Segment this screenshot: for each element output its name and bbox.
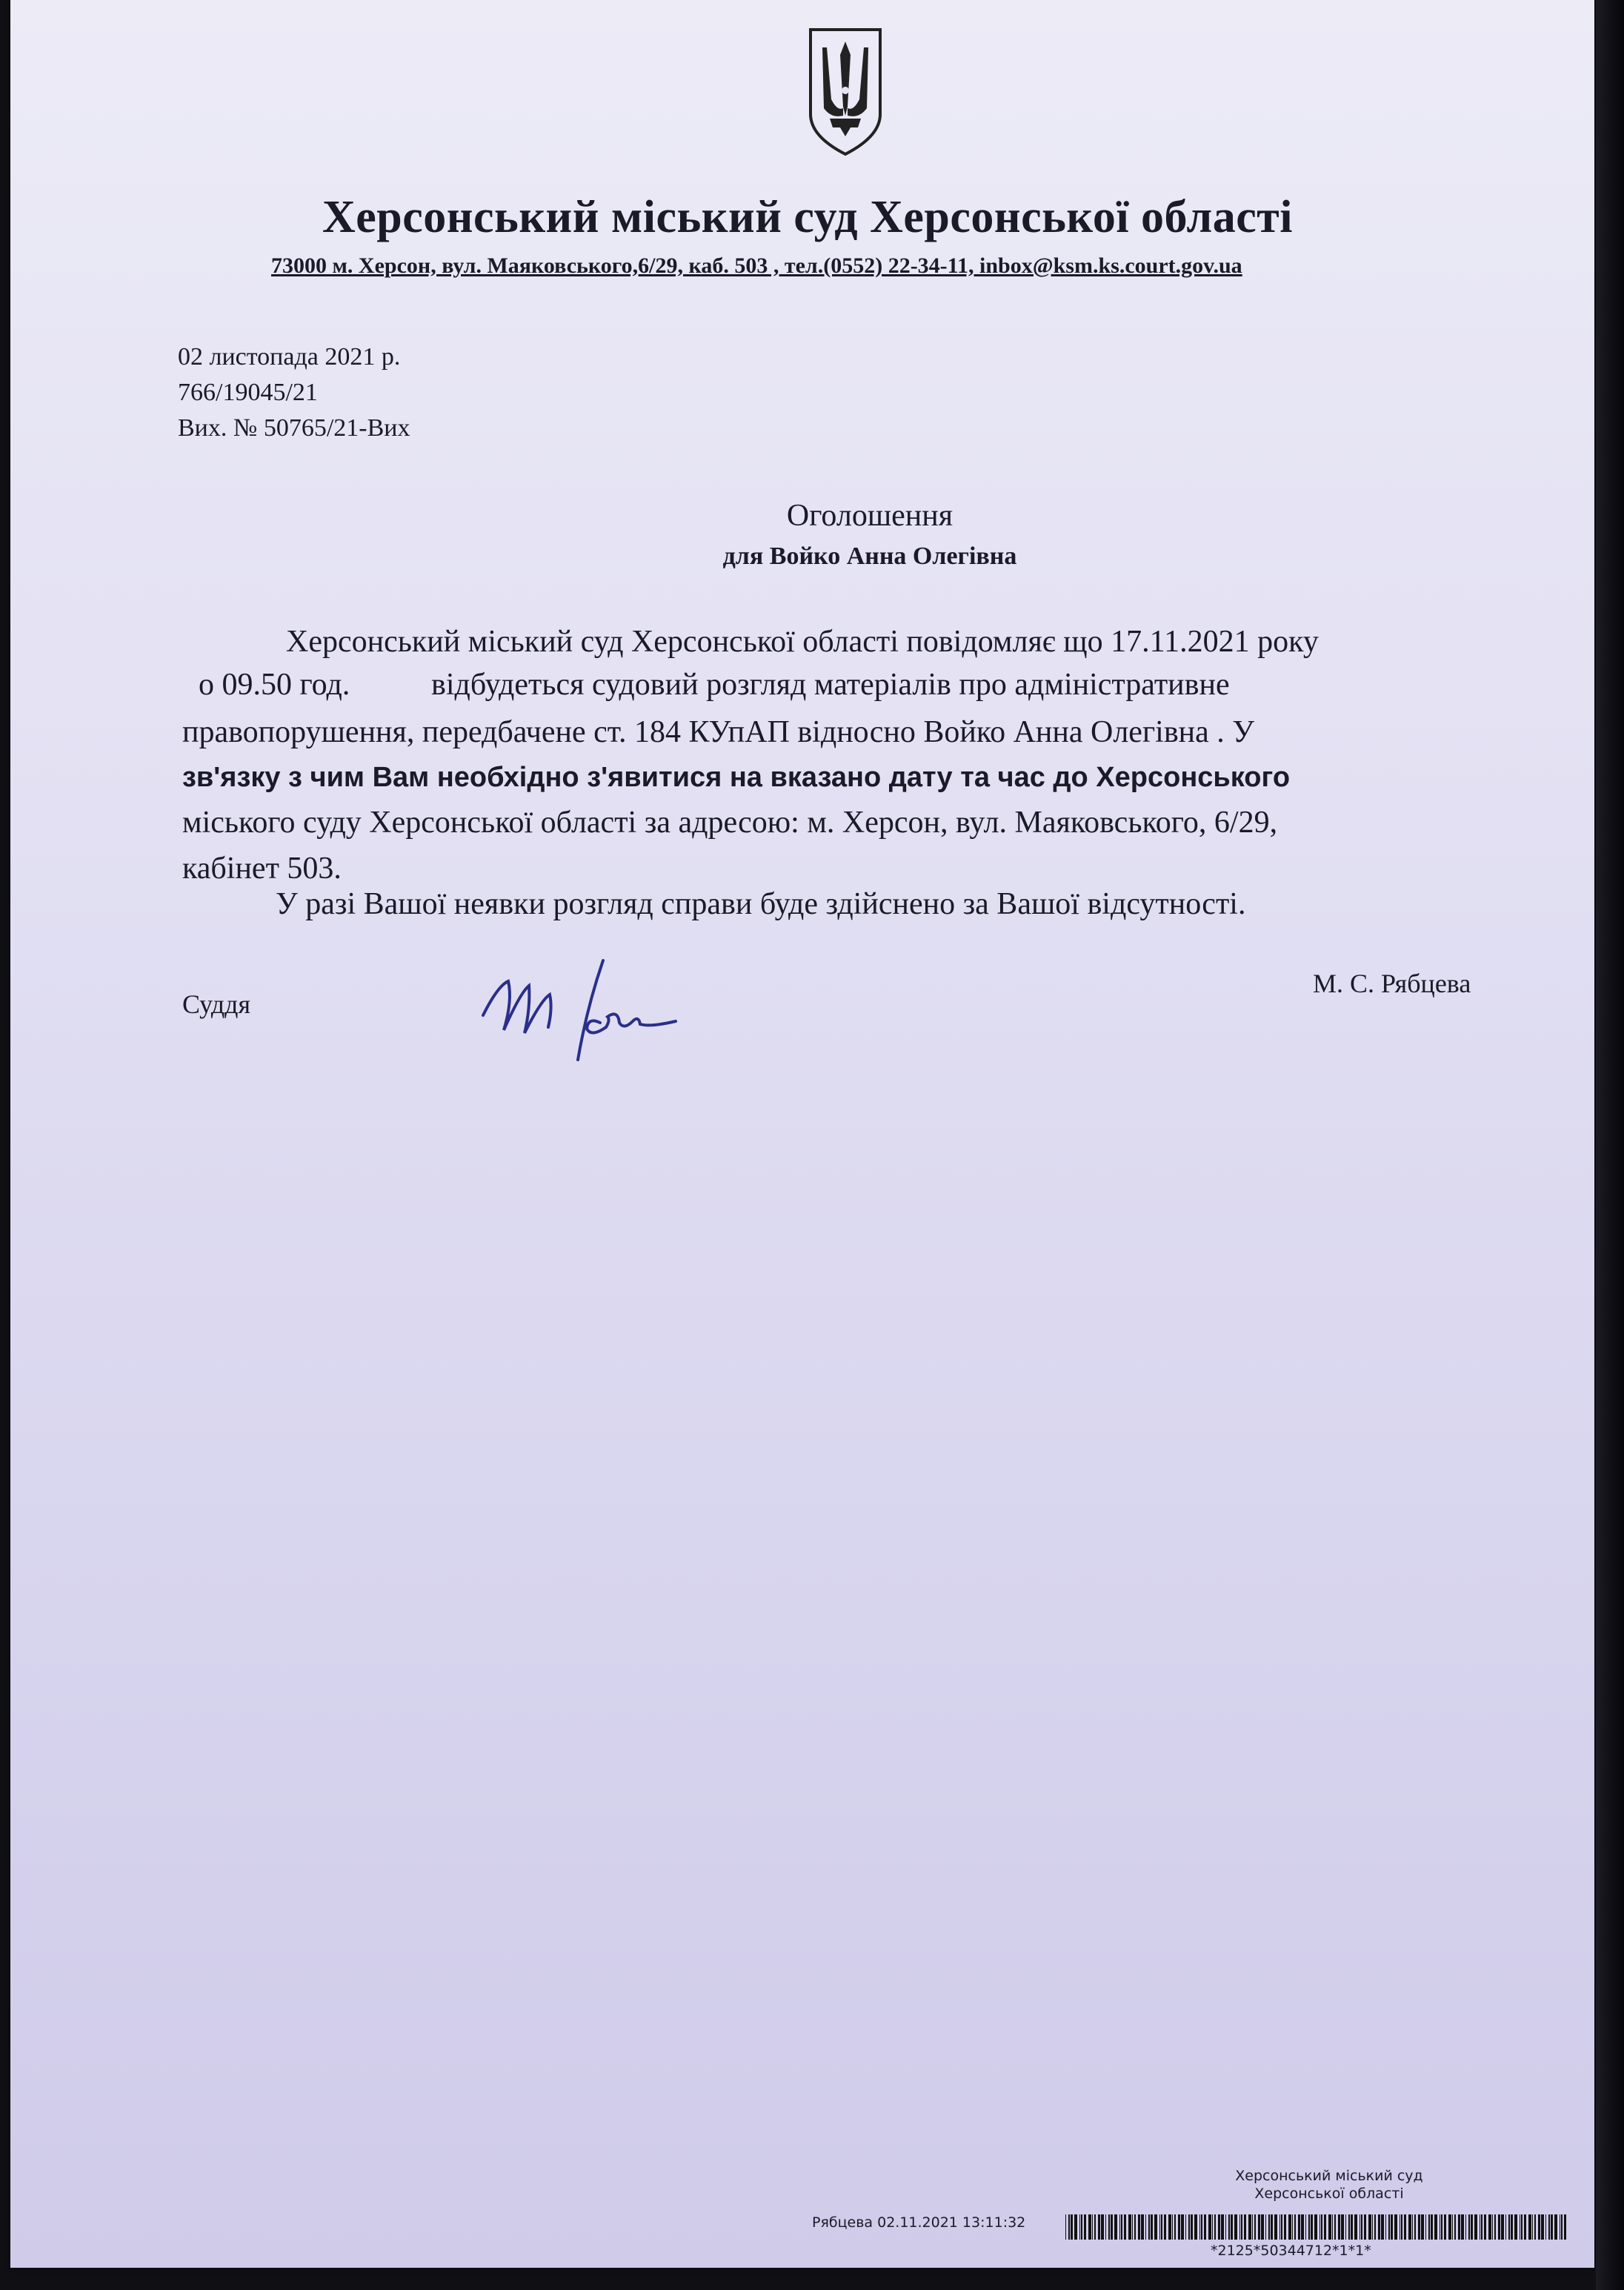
barcode-bar [1404,2214,1406,2240]
barcode-bar [1114,2214,1117,2240]
barcode-bar [1172,2214,1173,2240]
barcode-bar [1454,2214,1456,2240]
barcode-bar [1431,2214,1433,2240]
barcode-bar [1092,2214,1093,2240]
barcode-bar [1258,2214,1260,2240]
barcode-bar [1334,2214,1336,2240]
barcode-bar [1498,2214,1500,2240]
barcode-bar [1274,2214,1277,2240]
barcode-bar [1164,2214,1166,2240]
hearing-time: о 09.50 год. [199,668,350,702]
barcode-icon [1065,2214,1569,2240]
barcode-bar [1151,2214,1153,2240]
barcode-bar [1214,2214,1216,2240]
barcode-bar [1351,2214,1353,2240]
barcode-bar [1468,2214,1470,2240]
barcode-bar [1361,2214,1362,2240]
barcode-bar [1191,2214,1193,2240]
barcode-bar [1231,2214,1233,2240]
barcode-bar [1199,2214,1200,2240]
barcode-bar [1401,2214,1402,2240]
barcode-bar [1368,2214,1371,2240]
barcode-bar [1341,2214,1344,2240]
body-line-5: міського суду Херсонської області за адресою: м. Херсон, вул. Маяковського, 6/29, [182,806,1278,840]
barcode-bar [1372,2214,1373,2240]
barcode-bar [1138,2214,1140,2240]
case-number: 766/19045/21 [178,379,318,406]
barcode-bar [1101,2214,1104,2240]
barcode-bar [1298,2214,1300,2240]
barcode-bar [1534,2214,1536,2240]
signer-name: М. С. Рябцева [1313,969,1471,998]
barcode-bar [1458,2214,1460,2240]
barcode-bar [1434,2214,1437,2240]
barcode-bar [1292,2214,1293,2240]
barcode-bar [1381,2214,1384,2240]
barcode-bar [1221,2214,1224,2240]
barcode-bar [1538,2214,1540,2240]
document-date: 02 листопада 2021 р. [178,343,401,371]
barcode-bar [1548,2214,1550,2240]
barcode-bar [1551,2214,1553,2240]
barcode-bar [1524,2214,1526,2240]
barcode-bar [1412,2214,1413,2240]
barcode-bar [1494,2214,1496,2240]
barcode-bar [1311,2214,1313,2240]
barcode-bar [1134,2214,1136,2240]
trident-emblem-icon [805,25,886,159]
barcode-bar [1521,2214,1522,2240]
barcode-bar [1338,2214,1340,2240]
barcode-bar [1188,2214,1190,2240]
body-line-1: Херсонський міський суд Херсонської області повідомляє що 17.11.2021 року [286,625,1319,659]
barcode-bar [1501,2214,1504,2240]
barcode-bar [1511,2214,1513,2240]
barcode-bar [1068,2214,1070,2240]
stamp-line-1: Херсонський міський суд [1235,2168,1423,2184]
barcode-bar [1268,2214,1270,2240]
barcode-bar [1252,2214,1253,2240]
handwritten-signature-icon [476,956,690,1067]
barcode-bar [1374,2214,1376,2240]
barcode-bar [1428,2214,1430,2240]
barcode-bar [1528,2214,1531,2240]
barcode-bar [1141,2214,1144,2240]
barcode-bar [1159,2214,1160,2240]
barcode-bar [1391,2214,1393,2240]
barcode-bar [1425,2214,1426,2240]
body-line-4: зв'язку з чим Вам необхідно з'явитися на вказано дату та час до Херсонського [182,762,1291,793]
court-stamp [1174,2167,1485,2203]
barcode-bar [1418,2214,1420,2240]
announcement-title: Оголошення [786,499,954,533]
barcode-bar [1212,2214,1213,2240]
barcode-bar [1088,2214,1091,2240]
barcode-bar [1265,2214,1266,2240]
body-line-6: кабінет 503. [182,852,342,886]
barcode-bar [1541,2214,1544,2240]
barcode-bar [1081,2214,1082,2240]
barcode-bar [1545,2214,1546,2240]
barcode-bar [1148,2214,1150,2240]
barcode-bar [1364,2214,1366,2240]
barcode-bar [1444,2214,1446,2240]
barcode-bar [1244,2214,1246,2240]
barcode-bar [1488,2214,1491,2240]
barcode-bar [1332,2214,1333,2240]
barcode-bar [1301,2214,1304,2240]
barcode-bar [1228,2214,1230,2240]
stamp-line-2: Херсонської області [1254,2186,1404,2202]
barcode-bar [1505,2214,1506,2240]
barcode-bar [1065,2214,1066,2240]
barcode-bar [1345,2214,1346,2240]
barcode-bar [1492,2214,1493,2240]
body-line-7: У разі Вашої неявки розгляд справи буде здійснено за Вашої відсутності. [276,887,1246,921]
document-meta [178,339,410,446]
printed-by: Рябцева 02.11.2021 13:11:32 [812,2214,1026,2231]
barcode-bar [1554,2214,1557,2240]
barcode-bar [1514,2214,1517,2240]
barcode-bar [1071,2214,1073,2240]
barcode-bar [1532,2214,1533,2240]
barcode-bar [1145,2214,1146,2240]
signer-role: Суддя [182,989,251,1019]
barcode-bar [1248,2214,1251,2240]
barcode-bar [1474,2214,1477,2240]
barcode-bar [1561,2214,1563,2240]
barcode-bar [1305,2214,1306,2240]
barcode-bar [1234,2214,1237,2240]
barcode-bar [1441,2214,1442,2240]
barcode-bar [1201,2214,1202,2240]
announcement-recipient: для Войко Анна Олегівна [722,542,1017,570]
barcode-bar [1385,2214,1386,2240]
barcode-bar [1288,2214,1291,2240]
barcode-bar [1154,2214,1157,2240]
barcode-bar [1508,2214,1510,2240]
barcode-bar [1388,2214,1390,2240]
barcode-bar [1324,2214,1326,2240]
barcode-bar [1105,2214,1106,2240]
barcode-bar [1484,2214,1486,2240]
barcode-text: *2125*50344712*1*1* [1211,2243,1371,2259]
barcode-bar [1174,2214,1176,2240]
barcode-bar [1168,2214,1171,2240]
barcode-bar [1314,2214,1317,2240]
barcode-bar [1279,2214,1280,2240]
barcode-bar [1098,2214,1100,2240]
barcode-bar [1421,2214,1424,2240]
barcode-bar [1194,2214,1197,2240]
barcode-bar [1108,2214,1110,2240]
barcode-bar [1094,2214,1096,2240]
barcode-bar [1281,2214,1282,2240]
barcode-bar [1121,2214,1122,2240]
barcode-bar [1328,2214,1331,2240]
barcode-bar [1128,2214,1131,2240]
barcode-bar [1161,2214,1162,2240]
barcode-bar [1408,2214,1411,2240]
barcode-bar [1239,2214,1240,2240]
barcode-bar [1461,2214,1464,2240]
barcode-bar [1079,2214,1080,2240]
barcode-bar [1394,2214,1397,2240]
barcode-bar [1448,2214,1451,2240]
barcode-bar [1294,2214,1296,2240]
document-page [10,0,1594,2268]
barcode-bar [1111,2214,1113,2240]
barcode-bar [1261,2214,1264,2240]
barcode-bar [1284,2214,1286,2240]
page-shadow-edge [1596,0,1624,2290]
barcode-bar [1471,2214,1473,2240]
barcode-bar [1348,2214,1350,2240]
body-line-2: відбудеться судовий розгляд матеріалів про адміністративне [431,668,1230,702]
barcode-bar [1271,2214,1273,2240]
court-address: 73000 м. Херсон, вул. Маяковського,6/29, каб. 503 , тел.(0552) 22-34-11, inbox@ksm.ks.court.gov.ua [271,253,1242,278]
barcode-bar [1084,2214,1086,2240]
barcode-bar [1185,2214,1186,2240]
barcode-bar [1321,2214,1322,2240]
barcode-bar [1414,2214,1416,2240]
barcode-bar [1225,2214,1226,2240]
barcode-bar [1074,2214,1077,2240]
barcode-bar [1124,2214,1126,2240]
barcode-bar [1452,2214,1453,2240]
barcode-bar [1132,2214,1133,2240]
barcode-bar [1308,2214,1310,2240]
outgoing-number: Вих. № 50765/21-Вих [178,414,410,442]
barcode-bar [1354,2214,1357,2240]
barcode-bar [1218,2214,1220,2240]
barcode-bar [1119,2214,1120,2240]
barcode-bar [1204,2214,1206,2240]
barcode-bar [1481,2214,1482,2240]
barcode-bar [1208,2214,1211,2240]
barcode-bar [1465,2214,1466,2240]
court-title: Херсонський міський суд Херсонської області [322,192,1293,242]
barcode-bar [1378,2214,1380,2240]
barcode-bar [1564,2214,1566,2240]
barcode-bar [1178,2214,1180,2240]
body-line-3: правопорушення, передбачене ст. 184 КУпАП відносно Войко Анна Олегівна . У [182,715,1255,749]
barcode-bar [1181,2214,1184,2240]
barcode-bar [1241,2214,1242,2240]
barcode-bar [1254,2214,1256,2240]
